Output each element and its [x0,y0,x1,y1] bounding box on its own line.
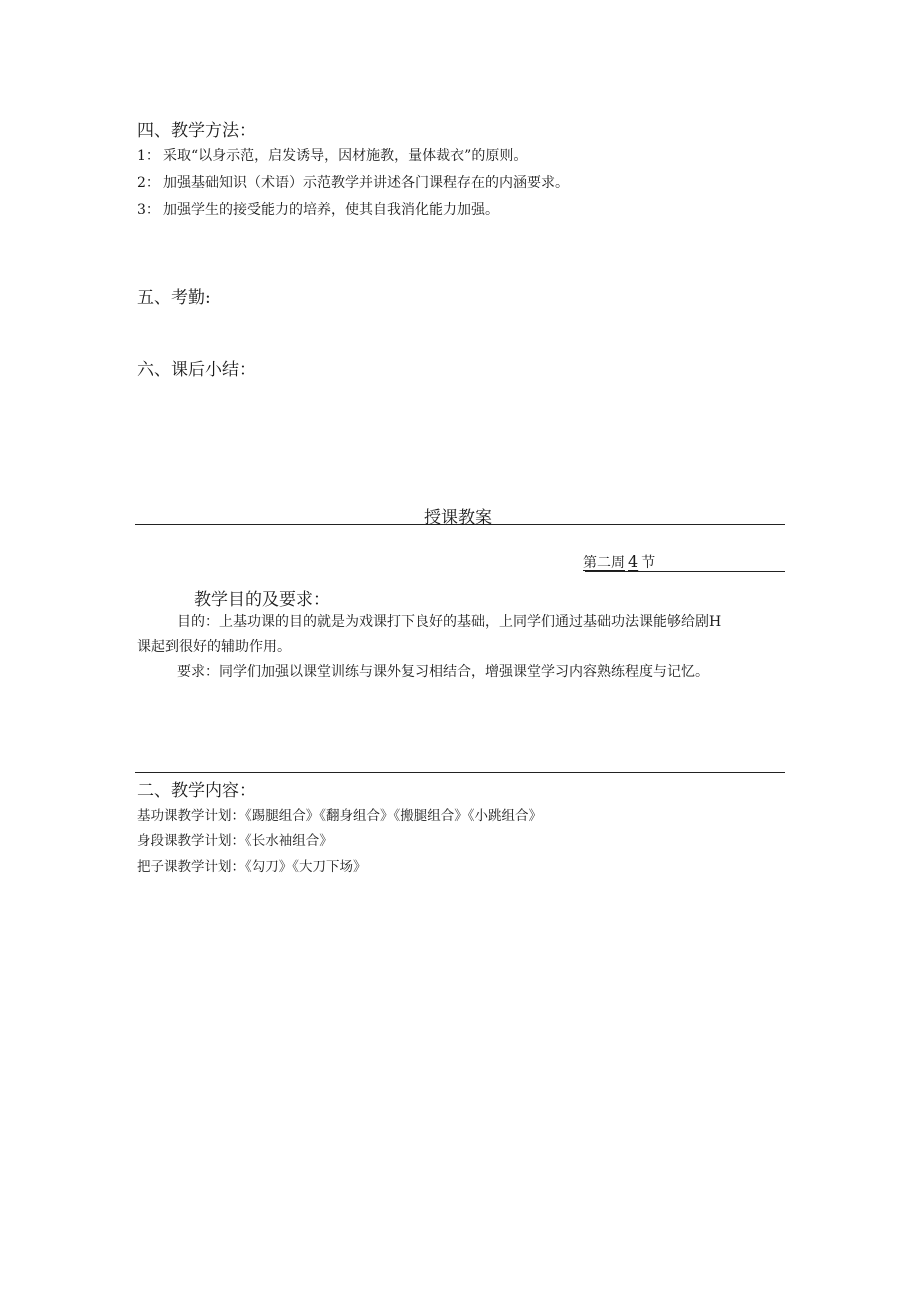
method-item-number: 2： [137,175,160,191]
week-divider [585,571,785,572]
week-label-prefix: 第二周 [583,555,625,571]
method-item-text: 加强基础知识（术语）示范教学并讲述各门课程存在的内涵要求。 [163,175,569,191]
content-divider [135,772,785,773]
lesson-plan-title: 授课教案 [424,508,492,528]
week-label-suffix: 节 [641,555,656,571]
week-number: 4 [628,552,639,571]
method-item-text: 加强学生的接受能力的培养，使其自我消化能力加强。 [163,202,499,218]
method-item-3 [137,199,499,219]
purpose-line-1: 目的：上基功课的目的就是为戏课打下良好的基础，上同学们通过基础功法课能够给剧H [177,614,722,630]
content-line-3: 把子课教学计划：《勾刀》《大刀下场》 [137,859,367,875]
method-item-text: 采取“以身示范，启发诱导，因材施教，量体裁衣”的原则。 [163,148,528,164]
method-item-number: 1： [137,148,160,164]
section2-heading: 二、教学内容： [137,781,256,801]
content-line-2: 身段课教学计划：《长水袖组合》 [137,833,333,849]
content-line-1: 基功课教学计划：《踢腿组合》《翻身组合》《搬腿组合》《小跳组合》 [137,808,542,824]
method-item-number: 3： [137,202,160,218]
section4-heading: 四、教学方法： [137,121,256,141]
objectives-heading: 教学目的及要求： [194,590,330,610]
title-divider [135,524,785,525]
section5-heading: 五、考勤: [137,288,211,308]
section6-heading: 六、课后小结： [137,360,256,380]
method-item-1 [137,145,527,165]
purpose-line-2: 课起到很好的辅助作用。 [137,639,291,655]
requirement-line: 要求：同学们加强以课堂训练与课外复习相结合，增强课堂学习内容熟练程度与记忆。 [177,664,709,680]
week-label [583,552,655,572]
method-item-2 [137,172,569,192]
